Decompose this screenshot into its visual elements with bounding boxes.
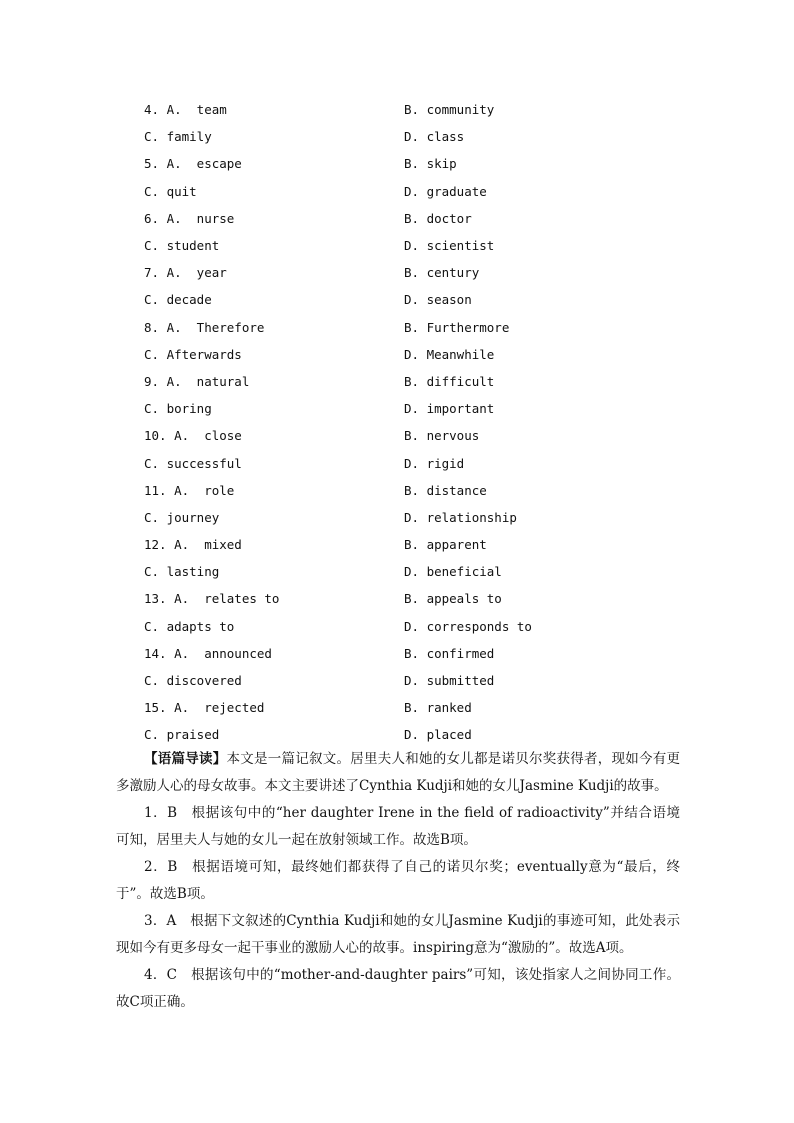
option-row bbox=[144, 422, 704, 449]
option-right: D. corresponds to bbox=[404, 618, 532, 634]
intro-text: 本文是一篇记叙文。居里夫人和她的女儿都是诺贝尔奖获得者，现如今有更多激励人心的母女故事。本文主要讲述了Cynthia Kudji和她的女儿Jasmine Kudji的故事。 bbox=[116, 751, 680, 794]
option-left: 15. A. rejected bbox=[144, 700, 265, 716]
option-left: C. student bbox=[144, 238, 220, 254]
option-right: B. difficult bbox=[404, 373, 495, 389]
option-right: B. skip bbox=[404, 156, 457, 172]
option-left: C. praised bbox=[144, 727, 220, 743]
option-row bbox=[144, 314, 704, 341]
option-left: 6. A. nurse bbox=[144, 210, 235, 226]
option-left: 11. A. role bbox=[144, 482, 235, 498]
option-row bbox=[144, 96, 704, 123]
option-left: 10. A. close bbox=[144, 428, 242, 444]
option-right: B. confirmed bbox=[404, 645, 495, 661]
option-left: 12. A. mixed bbox=[144, 537, 242, 553]
option-row bbox=[144, 232, 704, 259]
answer-explanation-3: 3．A 根据下文叙述的Cynthia Kudji和她的女儿Jasmine Kudji的事迹可知，此处表示现如今有更多母女一起干事业的激励人心的故事。inspiring意为“激励的”。故选A项。 bbox=[116, 913, 680, 956]
option-right: B. appeals to bbox=[404, 591, 502, 607]
option-row bbox=[144, 558, 704, 585]
option-right: B. nervous bbox=[404, 428, 480, 444]
answer-explanation-4: 4．C 根据该句中的“mother-and-daughter pairs”可知，该处指家人之间协同工作。故C项正确。 bbox=[116, 967, 680, 1010]
analysis-section bbox=[116, 746, 680, 1016]
option-row bbox=[144, 286, 704, 313]
option-left: 13. A. relates to bbox=[144, 591, 280, 607]
option-row bbox=[144, 259, 704, 286]
option-right: D. scientist bbox=[404, 238, 495, 254]
option-left: C. Afterwards bbox=[144, 346, 242, 362]
option-left: C. journey bbox=[144, 509, 220, 525]
option-right: D. rigid bbox=[404, 455, 465, 471]
option-row bbox=[144, 721, 704, 748]
intro-tag: 【语篇导读】 bbox=[144, 751, 227, 767]
option-right: D. season bbox=[404, 292, 472, 308]
option-right: D. class bbox=[404, 129, 465, 145]
option-right: D. Meanwhile bbox=[404, 346, 495, 362]
option-row bbox=[144, 368, 704, 395]
option-right: D. beneficial bbox=[404, 564, 502, 580]
option-left: 7. A. year bbox=[144, 265, 227, 281]
option-right: D. important bbox=[404, 401, 495, 417]
option-row bbox=[144, 585, 704, 612]
answer-explanation-2: 2．B 根据语境可知，最终她们都获得了自己的诺贝尔奖；eventually意为“最后，终于”。故选B项。 bbox=[116, 859, 680, 902]
option-right: D. graduate bbox=[404, 183, 487, 199]
option-left: C. decade bbox=[144, 292, 212, 308]
option-right: B. doctor bbox=[404, 210, 472, 226]
option-row bbox=[144, 395, 704, 422]
option-row bbox=[144, 694, 704, 721]
option-row bbox=[144, 477, 704, 504]
option-right: D. relationship bbox=[404, 509, 517, 525]
option-row bbox=[144, 341, 704, 368]
option-left: 8. A. Therefore bbox=[144, 319, 265, 335]
option-left: C. quit bbox=[144, 183, 197, 199]
option-left: C. successful bbox=[144, 455, 242, 471]
option-row bbox=[144, 123, 704, 150]
option-row bbox=[144, 150, 704, 177]
option-row bbox=[144, 449, 704, 476]
option-row bbox=[144, 178, 704, 205]
options-list bbox=[144, 96, 704, 749]
option-right: B. community bbox=[404, 102, 495, 118]
option-left: C. family bbox=[144, 129, 212, 145]
option-left: 9. A. natural bbox=[144, 373, 250, 389]
option-right: B. distance bbox=[404, 482, 487, 498]
option-row bbox=[144, 613, 704, 640]
option-row bbox=[144, 531, 704, 558]
option-right: B. Furthermore bbox=[404, 319, 510, 335]
option-right: B. apparent bbox=[404, 537, 487, 553]
intro-paragraph bbox=[116, 746, 680, 800]
option-right: D. placed bbox=[404, 727, 472, 743]
option-left: 14. A. announced bbox=[144, 645, 272, 661]
option-left: C. boring bbox=[144, 401, 212, 417]
option-right: D. submitted bbox=[404, 673, 495, 689]
option-left: 5. A. escape bbox=[144, 156, 242, 172]
option-left: C. lasting bbox=[144, 564, 220, 580]
option-row bbox=[144, 504, 704, 531]
option-row bbox=[144, 205, 704, 232]
option-row bbox=[144, 667, 704, 694]
option-left: 4. A. team bbox=[144, 102, 227, 118]
answer-explanation-1: 1．B 根据该句中的“her daughter Irene in the field of radioactivity”并结合语境可知，居里夫人与她的女儿一起在放射领域工作。故选B项。 bbox=[116, 805, 680, 848]
option-left: C. discovered bbox=[144, 673, 242, 689]
option-row bbox=[144, 640, 704, 667]
option-right: B. century bbox=[404, 265, 480, 281]
option-left: C. adapts to bbox=[144, 618, 235, 634]
option-right: B. ranked bbox=[404, 700, 472, 716]
